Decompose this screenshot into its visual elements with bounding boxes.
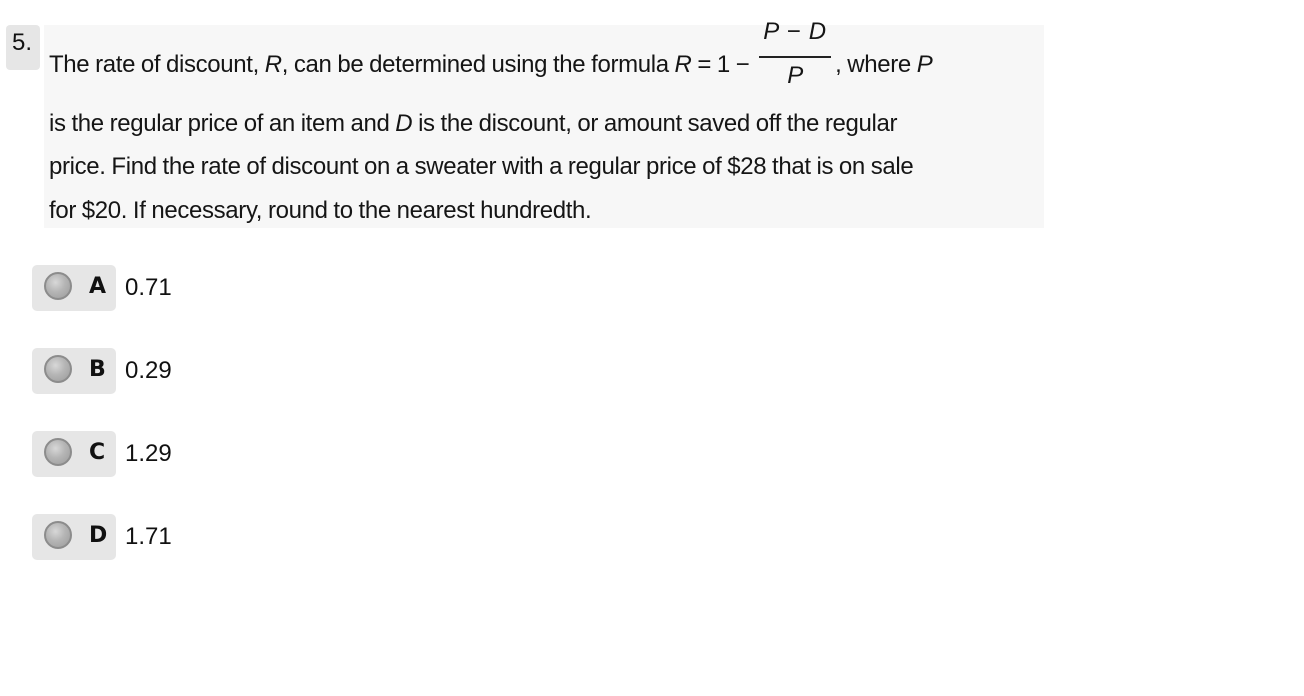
choice-letter: A xyxy=(89,274,107,299)
formula-lhs: R xyxy=(674,51,692,78)
radio-button-icon[interactable] xyxy=(44,521,72,549)
variable-d: D xyxy=(395,110,413,137)
question-line-2 xyxy=(49,110,897,138)
question-line-3: price. Find the rate of discount on a sweater with a regular price of $28 that is on sale xyxy=(49,153,914,180)
question-text: The rate of discount, xyxy=(49,51,265,78)
choice-c-button[interactable] xyxy=(32,431,116,477)
choice-value[interactable]: 1.29 xyxy=(125,440,172,467)
question-text: , where xyxy=(835,51,917,78)
variable-r: R xyxy=(264,51,282,78)
formula-operator: = 1 − xyxy=(691,51,756,78)
question-line-1 xyxy=(49,18,933,89)
choice-value[interactable]: 0.29 xyxy=(125,357,172,384)
radio-button-icon[interactable] xyxy=(44,438,72,466)
fraction-denominator: P xyxy=(787,62,803,89)
fraction-bar xyxy=(759,56,831,58)
question-number: 5. xyxy=(6,25,40,70)
question-text: is the discount, or amount saved off the regular xyxy=(412,110,898,137)
choice-b-button[interactable] xyxy=(32,348,116,394)
question-line-4: for $20. If necessary, round to the nearest hundredth. xyxy=(49,197,592,224)
fraction-numerator: P − D xyxy=(763,18,828,45)
choice-d-button[interactable] xyxy=(32,514,116,560)
formula-fraction xyxy=(757,18,833,89)
radio-button-icon[interactable] xyxy=(44,272,72,300)
choice-value[interactable]: 0.71 xyxy=(125,274,172,301)
question-text: is the regular price of an item and xyxy=(49,110,396,137)
choice-a-button[interactable] xyxy=(32,265,116,311)
question-text: , can be determined using the formula xyxy=(281,51,675,78)
choice-letter: D xyxy=(89,523,108,548)
radio-button-icon[interactable] xyxy=(44,355,72,383)
choice-letter: B xyxy=(89,357,106,382)
choice-letter: C xyxy=(89,440,106,465)
choice-value[interactable]: 1.71 xyxy=(125,523,172,550)
variable-p: P xyxy=(916,51,933,78)
question-stem xyxy=(44,18,1044,228)
